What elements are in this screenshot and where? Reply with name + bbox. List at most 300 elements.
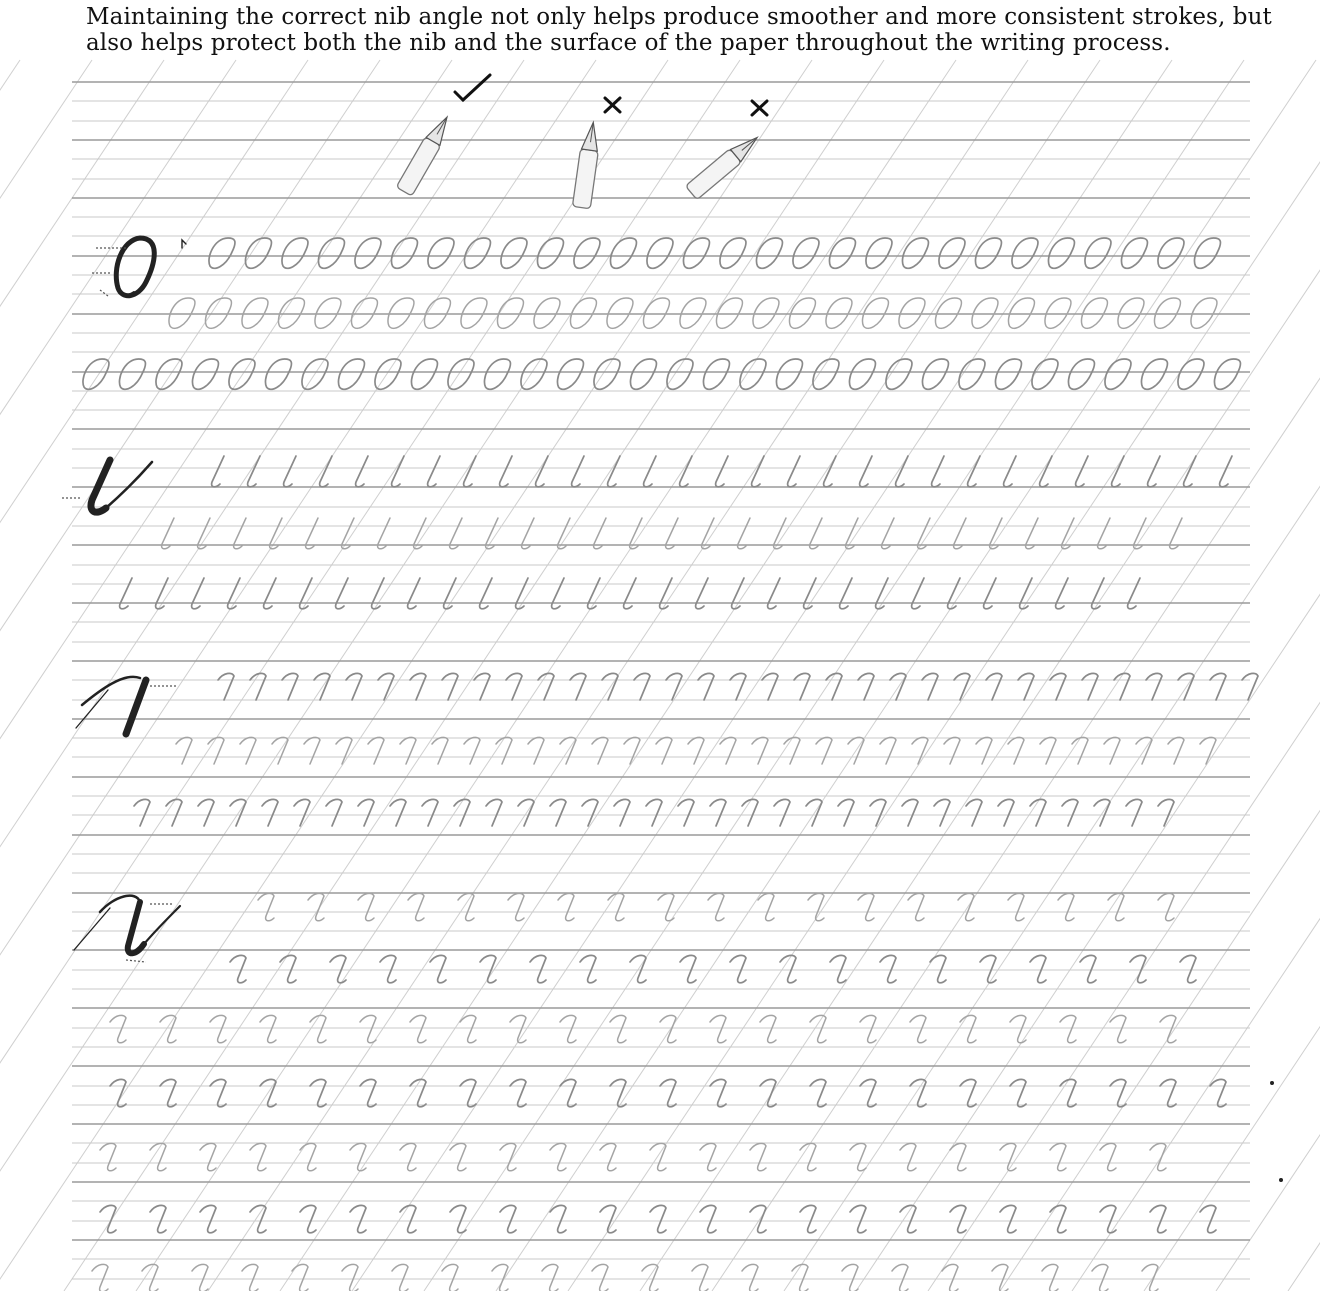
trace-stroke <box>318 238 344 268</box>
trace-stroke <box>998 799 1014 826</box>
trace-stroke <box>976 737 992 764</box>
trace-stroke <box>647 238 673 268</box>
trace-stroke <box>762 673 778 700</box>
trace-stroke <box>1056 578 1068 609</box>
trace-stroke <box>610 238 636 268</box>
trace-stroke <box>954 673 970 700</box>
trace-stroke <box>666 673 682 700</box>
trace-stroke <box>428 238 454 268</box>
trace-stroke <box>858 673 874 700</box>
trace-stroke <box>594 359 620 389</box>
trace-stroke <box>200 1143 216 1170</box>
trace-stroke <box>788 456 800 487</box>
trace-stroke <box>776 359 802 389</box>
trace-stroke <box>454 799 470 826</box>
trace-stroke <box>1191 298 1217 328</box>
trace-stroke <box>607 298 633 328</box>
trace-stroke <box>392 1264 408 1291</box>
trace-stroke <box>360 1079 376 1106</box>
trace-stroke <box>300 1205 316 1232</box>
trace-stroke <box>550 1143 566 1170</box>
nib-angle-demo <box>396 75 767 209</box>
slant-guide-line <box>0 60 92 1291</box>
overturn-stroke-model-icon <box>76 677 178 734</box>
trace-stroke <box>792 1264 808 1291</box>
trace-stroke <box>966 799 982 826</box>
trace-stroke <box>110 1015 126 1042</box>
trace-stroke <box>1150 1205 1166 1232</box>
trace-stroke <box>950 1205 966 1232</box>
trace-stroke <box>350 1143 366 1170</box>
trace-stroke <box>1040 737 1056 764</box>
trace-stroke <box>508 893 524 920</box>
trace-stroke <box>460 1015 476 1042</box>
trace-stroke <box>738 518 750 549</box>
trace-stroke <box>680 955 696 982</box>
trace-stroke <box>1004 456 1016 487</box>
trace-stroke <box>550 1205 566 1232</box>
trace-stroke <box>388 298 414 328</box>
trace-stroke <box>646 799 662 826</box>
trace-stroke <box>742 1264 758 1291</box>
trace-stroke <box>326 799 342 826</box>
trace-stroke <box>230 955 246 982</box>
slant-guide-line <box>712 60 1320 1291</box>
trace-stroke <box>1108 893 1124 920</box>
trace-stroke <box>1220 456 1232 487</box>
trace-stroke <box>150 1143 166 1170</box>
trace-stroke <box>950 1143 966 1170</box>
trace-stroke <box>450 1143 466 1170</box>
trace-stroke <box>624 737 640 764</box>
trace-stroke <box>1081 298 1107 328</box>
trace-stroke <box>789 298 815 328</box>
trace-stroke <box>912 737 928 764</box>
paper-speck <box>1279 1178 1283 1182</box>
trace-stroke <box>210 1015 226 1042</box>
trace-stroke <box>294 799 310 826</box>
trace-stroke <box>580 955 596 982</box>
trace-stroke <box>338 359 364 389</box>
trace-stroke <box>720 737 736 764</box>
trace-stroke <box>934 799 950 826</box>
trace-stroke <box>808 893 824 920</box>
trace-stroke <box>250 1143 266 1170</box>
trace-stroke <box>534 298 560 328</box>
trace-stroke <box>1068 359 1094 389</box>
trace-stroke <box>240 737 256 764</box>
trace-stroke <box>464 238 490 268</box>
trace-stroke <box>308 893 324 920</box>
trace-stroke <box>960 1015 976 1042</box>
trace-stroke <box>882 518 894 549</box>
trace-stroke <box>480 955 496 982</box>
x-mark-icon <box>605 98 620 112</box>
trace-stroke <box>980 955 996 982</box>
trace-stroke <box>557 359 583 389</box>
trace-stroke <box>162 518 174 549</box>
trace-stroke <box>400 737 416 764</box>
trace-stroke <box>1010 1079 1026 1106</box>
trace-stroke <box>480 578 492 609</box>
trace-stroke <box>560 1079 576 1106</box>
trace-stroke <box>810 518 822 549</box>
trace-stroke <box>932 456 944 487</box>
trace-stroke <box>900 1205 916 1232</box>
trace-stroke <box>614 799 630 826</box>
trace-stroke <box>1026 518 1038 549</box>
trace-stroke <box>760 1015 776 1042</box>
trace-stroke <box>400 1143 416 1170</box>
trace-stroke <box>1148 456 1160 487</box>
trace-stroke <box>300 1143 316 1170</box>
trace-stroke <box>120 578 132 609</box>
trace-stroke <box>306 518 318 549</box>
trace-stroke <box>922 673 938 700</box>
trace-stroke <box>506 673 522 700</box>
trace-stroke <box>600 1143 616 1170</box>
trace-stroke <box>1104 737 1120 764</box>
trace-stroke <box>784 737 800 764</box>
trace-stroke <box>700 1205 716 1232</box>
trace-stroke <box>954 518 966 549</box>
trace-stroke <box>510 1015 526 1042</box>
trace-stroke <box>1158 893 1174 920</box>
trace-stroke <box>960 1079 976 1106</box>
trace-stroke <box>838 799 854 826</box>
compound-curve-stroke-model-icon <box>74 896 180 962</box>
trace-stroke <box>1170 518 1182 549</box>
trace-stroke <box>492 1264 508 1291</box>
trace-stroke <box>150 1205 166 1232</box>
trace-stroke <box>550 799 566 826</box>
trace-stroke <box>1160 1079 1176 1106</box>
trace-stroke <box>242 298 268 328</box>
trace-stroke <box>810 1015 826 1042</box>
trace-stroke <box>656 737 672 764</box>
trace-stroke <box>1092 1264 1108 1291</box>
trace-stroke <box>542 1264 558 1291</box>
trace-stroke <box>1062 799 1078 826</box>
trace-stroke <box>1121 238 1147 268</box>
trace-stroke <box>1072 737 1088 764</box>
trace-stroke <box>710 1015 726 1042</box>
trace-stroke <box>842 1264 858 1291</box>
trace-stroke <box>358 893 374 920</box>
trace-stroke <box>1180 955 1196 982</box>
trace-stroke <box>560 1015 576 1042</box>
trace-stroke <box>432 737 448 764</box>
trace-stroke <box>995 359 1021 389</box>
trace-stroke <box>793 238 819 268</box>
trace-stroke <box>716 298 742 328</box>
trace-stroke <box>160 1015 176 1042</box>
trace-stroke <box>400 1205 416 1232</box>
trace-stroke <box>826 298 852 328</box>
trace-stroke <box>1085 238 1111 268</box>
trace-stroke <box>1200 1205 1216 1232</box>
trace-stroke <box>700 1143 716 1170</box>
trace-stroke <box>756 238 782 268</box>
trace-stroke <box>730 955 746 982</box>
trace-stroke <box>592 1264 608 1291</box>
trace-stroke <box>229 359 255 389</box>
trace-stroke <box>528 737 544 764</box>
intro-paragraph <box>86 4 1272 56</box>
trace-stroke <box>1100 1143 1116 1170</box>
trace-stroke <box>378 518 390 549</box>
trace-stroke <box>750 1143 766 1170</box>
trace-stroke <box>1194 238 1220 268</box>
trace-stroke <box>450 1205 466 1232</box>
trace-stroke <box>521 359 547 389</box>
intro-line-1: Maintaining the correct nib angle not only helps produce smoother and more consistent strokes, but <box>86 4 1272 30</box>
trace-stroke <box>1058 893 1074 920</box>
trace-stroke <box>442 1264 458 1291</box>
trace-stroke <box>408 893 424 920</box>
trace-stroke <box>1050 673 1066 700</box>
trace-stroke <box>939 238 965 268</box>
trace-stroke <box>768 578 780 609</box>
trace-stroke <box>422 799 438 826</box>
trace-stroke <box>1082 673 1098 700</box>
trace-stroke <box>192 1264 208 1291</box>
trace-stroke <box>922 359 948 389</box>
trace-stroke <box>829 238 855 268</box>
trace-stroke <box>750 1205 766 1232</box>
trace-stroke <box>1050 1205 1066 1232</box>
trace-stroke <box>850 1143 866 1170</box>
trace-stroke <box>1012 238 1038 268</box>
trace-stroke <box>360 1015 376 1042</box>
trace-stroke <box>461 298 487 328</box>
trace-stroke <box>860 456 872 487</box>
trace-stroke <box>910 1015 926 1042</box>
trace-stroke <box>1098 518 1110 549</box>
trace-stroke <box>160 1079 176 1106</box>
trace-stroke <box>450 518 462 549</box>
trace-stroke <box>730 673 746 700</box>
trace-stroke <box>886 359 912 389</box>
trace-stroke <box>192 578 204 609</box>
trace-stroke <box>774 799 790 826</box>
trace-stroke <box>594 518 606 549</box>
trace-stroke <box>860 1015 876 1042</box>
trace-stroke <box>1178 359 1204 389</box>
trace-stroke <box>1114 673 1130 700</box>
trace-stroke <box>753 298 779 328</box>
trace-stroke <box>1050 1143 1066 1170</box>
trace-stroke <box>484 359 510 389</box>
trace-stroke <box>710 1079 726 1106</box>
trace-stroke <box>218 673 234 700</box>
trace-stroke <box>910 1079 926 1106</box>
trace-stroke <box>570 298 596 328</box>
trace-stroke <box>1210 673 1226 700</box>
trace-stroke <box>870 799 886 826</box>
slant-guide-line <box>1216 60 1320 1291</box>
trace-stroke <box>810 1079 826 1106</box>
trace-stroke <box>342 1264 358 1291</box>
oval-stroke-model-icon <box>92 238 186 296</box>
trace-stroke <box>600 1205 616 1232</box>
trace-stroke <box>972 298 998 328</box>
trace-stroke <box>760 1079 776 1106</box>
trace-stroke <box>410 673 426 700</box>
trace-stroke <box>892 1264 908 1291</box>
trace-stroke <box>1042 1264 1058 1291</box>
trace-stroke <box>198 799 214 826</box>
trace-stroke <box>378 673 394 700</box>
trace-stroke <box>975 238 1001 268</box>
trace-stroke <box>355 238 381 268</box>
trace-stroke <box>816 737 832 764</box>
trace-stroke <box>496 737 512 764</box>
trace-stroke <box>1160 1015 1176 1042</box>
trace-stroke <box>264 578 276 609</box>
trace-stroke <box>666 518 678 549</box>
trace-stroke <box>660 1015 676 1042</box>
trace-stroke <box>424 298 450 328</box>
trace-stroke <box>260 1015 276 1042</box>
trace-stroke <box>200 1205 216 1232</box>
slant-guide-line <box>1288 60 1320 1291</box>
trace-stroke <box>336 578 348 609</box>
trace-stroke <box>688 737 704 764</box>
trace-stroke <box>866 238 892 268</box>
trace-stroke <box>176 737 192 764</box>
trace-stroke <box>1030 799 1046 826</box>
trace-stroke <box>464 737 480 764</box>
trace-stroke <box>284 456 296 487</box>
trace-stroke <box>800 1205 816 1232</box>
trace-stroke <box>292 1264 308 1291</box>
trace-stroke <box>209 238 235 268</box>
trace-stroke <box>1032 359 1058 389</box>
trace-stroke <box>1200 737 1216 764</box>
trace-stroke <box>474 673 490 700</box>
trace-stroke <box>708 893 724 920</box>
trace-stroke <box>1076 456 1088 487</box>
trace-stroke <box>1060 1015 1076 1042</box>
trace-stroke <box>497 298 523 328</box>
trace-stroke <box>500 1205 516 1232</box>
trace-stroke <box>1045 298 1071 328</box>
trace-stroke <box>1018 673 1034 700</box>
trace-stroke <box>522 518 534 549</box>
trace-stroke <box>860 1079 876 1106</box>
trace-stroke <box>643 298 669 328</box>
trace-stroke <box>1142 1264 1158 1291</box>
trace-stroke <box>208 737 224 764</box>
trace-stroke <box>1210 1079 1226 1106</box>
trace-stroke <box>552 578 564 609</box>
trace-stroke <box>92 1264 108 1291</box>
trace-stroke <box>858 893 874 920</box>
trace-stroke <box>1126 799 1142 826</box>
x-mark-icon <box>752 101 767 115</box>
trace-stroke <box>624 578 636 609</box>
trace-stroke <box>537 238 563 268</box>
trace-stroke <box>610 1079 626 1106</box>
intro-line-2: also helps protect both the nib and the surface of the paper throughout the writing process. <box>86 30 1171 56</box>
trace-stroke <box>501 238 527 268</box>
trace-stroke <box>1150 1143 1166 1170</box>
trace-stroke <box>992 1264 1008 1291</box>
trace-stroke <box>634 673 650 700</box>
trace-stroke <box>630 359 656 389</box>
trace-stroke <box>826 673 842 700</box>
trace-stroke <box>1030 955 1046 982</box>
trace-stroke <box>986 673 1002 700</box>
trace-stroke <box>830 955 846 982</box>
trace-stroke <box>428 456 440 487</box>
trace-stroke <box>1110 1015 1126 1042</box>
trace-stroke <box>574 238 600 268</box>
trace-stroke <box>752 737 768 764</box>
trace-stroke <box>912 578 924 609</box>
trace-stroke <box>460 1079 476 1106</box>
trace-stroke <box>1000 1143 1016 1170</box>
trace-stroke <box>356 456 368 487</box>
trace-stroke <box>570 673 586 700</box>
trace-stroke <box>1141 359 1167 389</box>
trace-stroke <box>608 893 624 920</box>
trace-stroke <box>346 673 362 700</box>
trace-stroke <box>442 673 458 700</box>
trace-stroke <box>758 893 774 920</box>
trace-stroke <box>358 799 374 826</box>
trace-stroke <box>935 298 961 328</box>
trace-stroke <box>703 359 729 389</box>
trace-stroke <box>742 799 758 826</box>
trace-stroke <box>100 1143 116 1170</box>
trace-stroke <box>900 1143 916 1170</box>
trace-stroke <box>262 799 278 826</box>
trace-stroke <box>572 456 584 487</box>
trace-stroke <box>282 673 298 700</box>
trace-stroke <box>242 1264 258 1291</box>
trace-stroke <box>696 578 708 609</box>
trace-stroke <box>278 298 304 328</box>
trace-stroke <box>538 673 554 700</box>
slant-guide-line <box>0 60 164 1291</box>
trace-stroke <box>336 737 352 764</box>
trace-stroke <box>880 737 896 764</box>
trace-stroke <box>1060 1079 1076 1106</box>
trace-stroke <box>698 673 714 700</box>
trace-stroke <box>1008 298 1034 328</box>
trace-stroke <box>315 298 341 328</box>
trace-stroke <box>667 359 693 389</box>
trace-stroke <box>458 893 474 920</box>
trace-stroke <box>942 1264 958 1291</box>
horizontal-guide-lines <box>72 82 1250 1279</box>
trace-stroke <box>849 359 875 389</box>
trace-stroke <box>119 359 145 389</box>
trace-stroke <box>390 799 406 826</box>
trace-stroke <box>740 359 766 389</box>
trace-stroke <box>411 359 437 389</box>
trace-stroke <box>1000 1205 1016 1232</box>
pen-wrong-angle-2-icon <box>685 131 762 200</box>
trace-stroke <box>310 1015 326 1042</box>
trace-stroke <box>234 518 246 549</box>
pen-correct-angle-icon <box>396 113 455 196</box>
trace-stroke <box>880 955 896 982</box>
trace-stroke <box>169 298 195 328</box>
trace-stroke <box>716 456 728 487</box>
